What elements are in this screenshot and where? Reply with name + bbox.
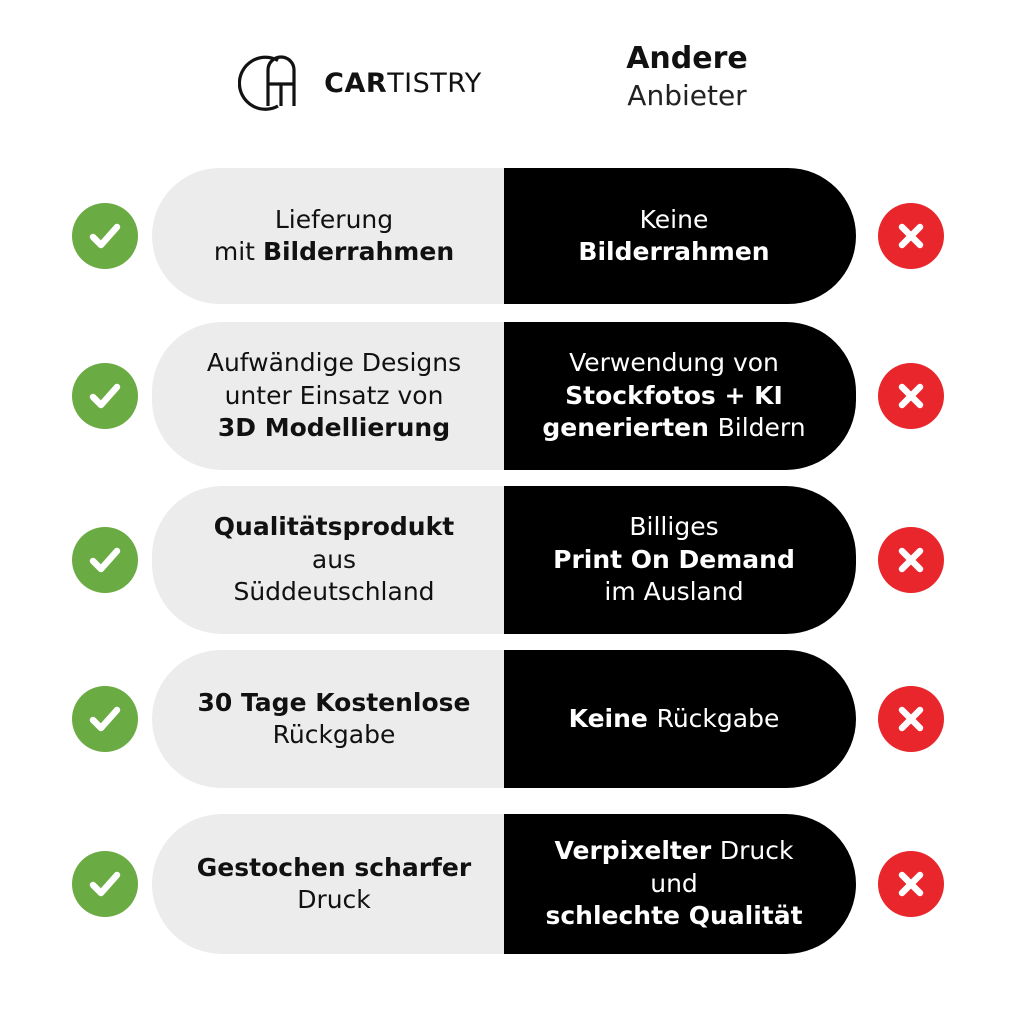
pill-line: [545, 835, 802, 868]
cartistry-feature-pill: [152, 650, 504, 788]
pill-line: [553, 544, 795, 577]
competitor-feature-pill: [504, 486, 856, 634]
pill-segment: Rückgabe: [272, 720, 396, 749]
pill-text: [197, 852, 471, 917]
pill-segment: 3D Modellierung: [217, 413, 451, 443]
cross-badge: [878, 363, 944, 429]
pill-text: [207, 347, 461, 445]
check-badge: [72, 851, 138, 917]
pill-segment: mit: [213, 237, 263, 266]
pill-segment: Druck: [719, 836, 794, 866]
check-badge: [72, 363, 138, 429]
comparison-row: [0, 322, 1024, 470]
brand-name-bold: CAR: [324, 67, 388, 99]
pill-line: [578, 204, 769, 237]
competitor-heading: [512, 40, 862, 114]
comparison-row: [0, 486, 1024, 634]
cartistry-feature-pill: [152, 814, 504, 954]
pill-line: [542, 380, 805, 413]
pill-line: [214, 236, 454, 269]
pill-text: [197, 687, 470, 752]
brand-name-light: TISTRY: [387, 67, 482, 99]
pill-segment: Verpixelter: [554, 836, 720, 866]
pill-line: [545, 900, 802, 933]
pill-segment: Aufwändige Designs: [206, 348, 462, 378]
check-badge: [72, 686, 138, 752]
pill-segment: und: [650, 868, 698, 898]
pill-segment: schlechte Qualität: [545, 901, 803, 931]
pill-line: [214, 511, 454, 544]
cross-badge: [878, 686, 944, 752]
pill-line: [542, 347, 805, 380]
pill-segment: Süddeutschland: [233, 577, 435, 607]
comparison-row: [0, 814, 1024, 954]
cartistry-feature-pill: [152, 168, 504, 304]
pill-text: [214, 204, 454, 269]
competitor-feature-pill: [504, 650, 856, 788]
pill-line: [214, 576, 454, 609]
check-badge: [72, 527, 138, 593]
pill-segment: generierten: [542, 413, 718, 443]
pill-line: [578, 236, 769, 269]
pill-line: [214, 544, 454, 577]
pill-line: [207, 412, 461, 445]
pill-segment: Keine: [639, 204, 709, 234]
brand-logo: [150, 48, 570, 118]
pill-segment: Verwendung von: [569, 348, 779, 378]
competitor-heading-line2: Anbieter: [627, 79, 747, 113]
pill-line: [553, 576, 795, 609]
pill-line: [542, 412, 805, 445]
cross-badge: [878, 203, 944, 269]
cross-badge: [878, 527, 944, 593]
pill-segment: Bilderrahmen: [262, 237, 455, 266]
pill-text: [545, 835, 802, 933]
comparison-row: [0, 650, 1024, 788]
pill-text: [569, 703, 780, 736]
pill-segment: Rückgabe: [656, 703, 780, 733]
competitor-feature-pill: [504, 814, 856, 954]
pill-text: [578, 204, 769, 269]
pill-segment: unter Einsatz von: [224, 380, 444, 410]
pill-segment: Qualitätsprodukt: [213, 512, 455, 542]
pill-segment: Gestochen scharfer: [196, 852, 472, 882]
header: [0, 40, 1024, 140]
pill-line: [207, 380, 461, 413]
pill-line: [197, 884, 471, 917]
pill-line: [553, 511, 795, 544]
pill-segment: Lieferung: [274, 204, 394, 234]
pill-segment: 30 Tage Kostenlose: [197, 687, 471, 717]
pill-segment: Print On Demand: [553, 544, 795, 574]
pill-text: [553, 511, 795, 609]
pill-segment: Keine: [568, 703, 657, 733]
pill-line: [197, 852, 471, 885]
pill-segment: im Ausland: [604, 577, 744, 607]
cartistry-monogram-icon: [238, 54, 314, 112]
cross-badge: [878, 851, 944, 917]
comparison-row: [0, 168, 1024, 304]
competitor-heading-line1: Andere: [626, 41, 748, 76]
pill-segment: aus: [311, 544, 357, 574]
competitor-feature-pill: [504, 322, 856, 470]
pill-line: [545, 868, 802, 901]
pill-segment: Stockfotos + KI: [565, 380, 783, 410]
competitor-feature-pill: [504, 168, 856, 304]
cartistry-feature-pill: [152, 486, 504, 634]
pill-text: [542, 347, 805, 445]
cartistry-feature-pill: [152, 322, 504, 470]
pill-line: [207, 347, 461, 380]
pill-text: [214, 511, 454, 609]
pill-segment: Billiges: [629, 512, 719, 542]
pill-line: [214, 204, 454, 237]
pill-line: [569, 703, 780, 736]
pill-segment: Bilderrahmen: [578, 237, 770, 266]
brand-wordmark: [324, 68, 482, 99]
pill-segment: Druck: [297, 885, 371, 914]
pill-line: [197, 687, 470, 720]
check-badge: [72, 203, 138, 269]
pill-line: [197, 719, 470, 752]
pill-segment: Bildern: [717, 413, 806, 443]
